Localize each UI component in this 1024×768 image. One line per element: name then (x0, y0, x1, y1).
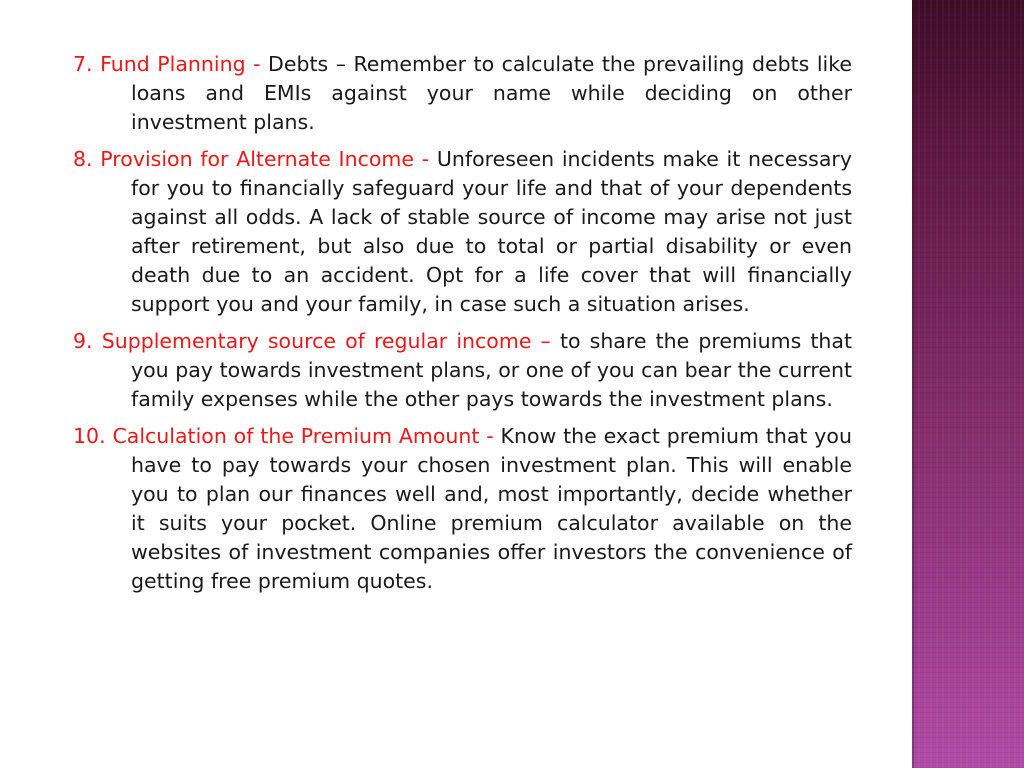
item-heading: Calculation of the Premium Amount - (112, 424, 494, 448)
list-item-7 (73, 50, 852, 137)
item-body: Unforeseen incidents make it necessary for you to financially safeguard your life and that of your dependents against all odds. A lack of stable source of income may arise not just after retirement, but also due to total or partial disability or even death due to an accident. Opt for a life cover that will financially support you and your family, in case such a situation arises. (131, 147, 852, 316)
item-number: 8. (73, 147, 93, 171)
slide-content (73, 50, 852, 604)
decorative-sidebar (912, 0, 1024, 768)
item-number: 9. (73, 329, 93, 353)
item-heading: Provision for Alternate Income - (100, 147, 430, 171)
list-item-8 (73, 145, 852, 319)
item-heading: Fund Planning - (100, 52, 261, 76)
item-heading: Supplementary source of regular income – (101, 329, 551, 353)
item-body: to share the premiums that you pay towards investment plans, or one of you can bear the current family expenses while the other pays towards the investment plans. (131, 329, 852, 411)
list-item-9 (73, 327, 852, 414)
item-body: Know the exact premium that you have to pay towards your chosen investment plan. This will enable you to plan our finances well and, most importantly, decide whether it suits your pocket. Online premium calculator available on the websites of investment companies offer investors the convenience of getting free premium quotes. (131, 424, 852, 593)
sidebar-edge (912, 0, 914, 768)
sidebar-texture (912, 0, 1024, 768)
item-body: Debts – Remember to calculate the prevailing debts like loans and EMIs against your name while deciding on other investment plans. (131, 52, 852, 134)
item-number: 7. (73, 52, 93, 76)
list-item-10 (73, 422, 852, 596)
item-number: 10. (73, 424, 106, 448)
